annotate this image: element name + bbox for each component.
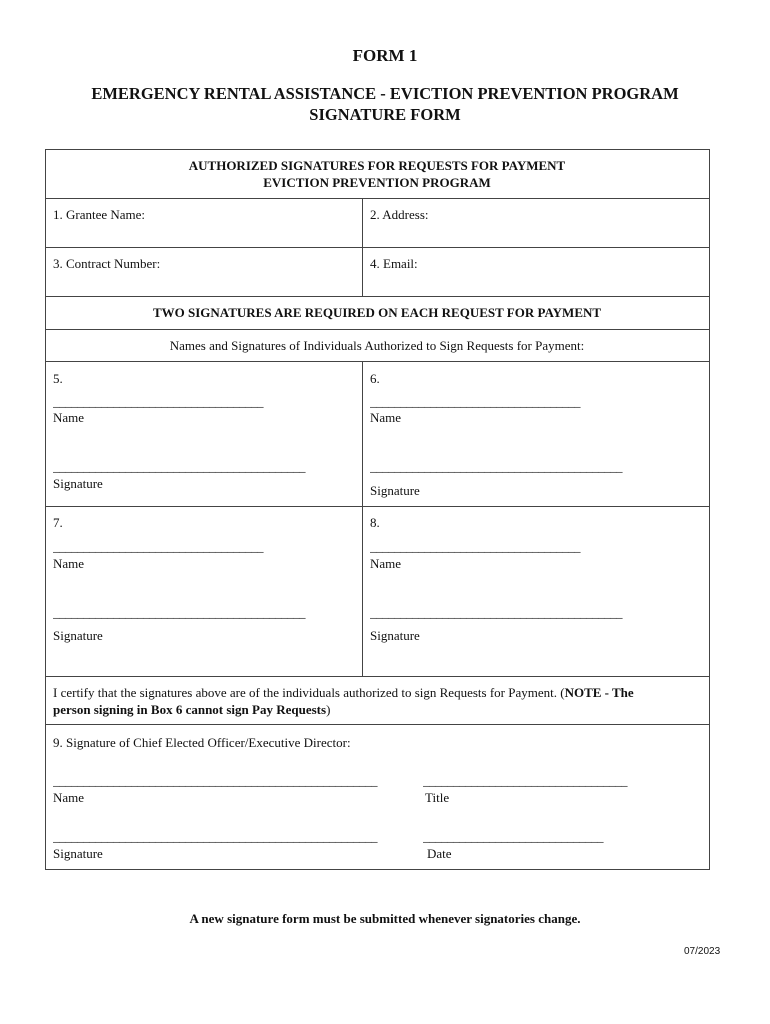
form-title-line1: EMERGENCY RENTAL ASSISTANCE - EVICTION PREVENTION PROGRAM [91, 84, 679, 103]
row-divider [45, 198, 709, 199]
box-6-name-label: Name [370, 410, 402, 425]
box-9-name-line[interactable]: ______________________________________________________ [53, 773, 377, 788]
box-7-signature-label: Signature [53, 628, 103, 643]
certification-note-start: NOTE - The [564, 685, 634, 700]
box-7-name-line[interactable]: ___________________________________ [53, 539, 263, 554]
row-divider [45, 329, 709, 330]
box-5-signature-line[interactable]: __________________________________________ [53, 459, 305, 474]
row-divider [45, 247, 709, 248]
box-5-signature-label: Signature [53, 476, 103, 491]
footer-note: A new signature form must be submitted whenever signatories change. [189, 911, 581, 926]
box-6-label: 6. [370, 371, 380, 386]
table-header-line2: EVICTION PREVENTION PROGRAM [263, 175, 491, 190]
address-field[interactable]: 2. Address: [370, 207, 429, 222]
box-7-label: 7. [53, 515, 63, 530]
box-8-signature-label: Signature [370, 628, 420, 643]
email-field[interactable]: 4. Email: [370, 256, 418, 271]
box-6-signature-label: Signature [370, 483, 420, 498]
row-divider [45, 724, 709, 725]
certification-line2 [53, 702, 330, 718]
box-8-label: 8. [370, 515, 380, 530]
certification-note: person signing in Box 6 cannot sign Pay Requests [53, 702, 327, 717]
row-divider [45, 296, 709, 297]
form-title-line2: SIGNATURE FORM [309, 105, 461, 124]
box-9-title-line[interactable]: __________________________________ [423, 773, 627, 788]
box-9-signature-line[interactable]: ______________________________________________________ [53, 829, 377, 844]
row-divider [45, 676, 709, 677]
two-signatures-notice: TWO SIGNATURES ARE REQUIRED ON EACH REQUEST FOR PAYMENT [152, 305, 602, 320]
names-header: Names and Signatures of Individuals Authorized to Sign Requests for Payment: [169, 338, 585, 353]
certification-line1 [53, 685, 634, 701]
column-divider [362, 198, 363, 296]
box-9-label: 9. Signature of Chief Elected Officer/Executive Director: [53, 735, 351, 750]
box-6-name-line[interactable]: ___________________________________ [370, 394, 580, 409]
certification-text: I certify that the signatures above are of the individuals authorized to sign Requests for Payment. ( [53, 685, 565, 700]
box-9-name-label: Name [53, 790, 85, 805]
grantee-name-field[interactable]: 1. Grantee Name: [53, 207, 146, 222]
revision-date: 07/2023 [684, 946, 721, 957]
box-9-date-label: Date [427, 846, 452, 861]
row-divider [45, 361, 709, 362]
box-9-title-label: Title [425, 790, 450, 805]
box-9-date-line[interactable]: ______________________________ [423, 829, 603, 844]
box-7-signature-line[interactable]: __________________________________________ [53, 605, 305, 620]
box-8-signature-line[interactable]: __________________________________________ [370, 605, 622, 620]
form-number: FORM 1 [352, 46, 418, 65]
table-header-line1: AUTHORIZED SIGNATURES FOR REQUESTS FOR PAYMENT [188, 158, 566, 173]
box-9-signature-label: Signature [53, 846, 103, 861]
contract-number-field[interactable]: 3. Contract Number: [53, 256, 161, 271]
column-divider [362, 361, 363, 676]
box-5-label: 5. [53, 371, 63, 386]
box-8-name-label: Name [370, 556, 402, 571]
box-8-name-line[interactable]: ___________________________________ [370, 539, 580, 554]
row-divider [45, 506, 709, 507]
certification-close: ) [326, 702, 331, 717]
box-6-signature-line[interactable]: __________________________________________ [370, 459, 622, 474]
box-7-name-label: Name [53, 556, 85, 571]
box-5-name-label: Name [53, 410, 85, 425]
box-5-name-line[interactable]: ___________________________________ [53, 394, 263, 409]
